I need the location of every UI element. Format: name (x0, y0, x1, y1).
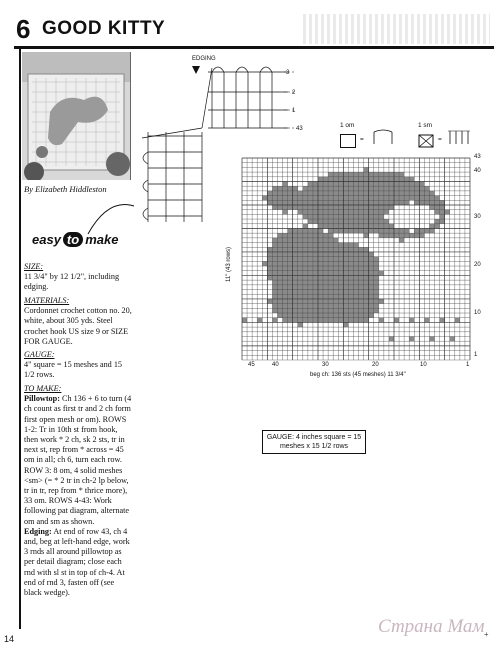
pillow-photo (22, 52, 131, 180)
pillowtop-text: Ch 136 + 6 to turn (4 ch count as first tr and 2 ch form first open mesh or om). ROWS 1-2: Tr in 10th st from hook, then work * 2 ch, sk 2 sts, tr in next st, rep from * across = 45 om in all; ch 6, turn each row. ROW 3: 8 om, 4 solid meshes <sm> (= * 2 tr in ch-2 lp below, tr in tr, rep from * thrice more), 33 om. ROWS 4-43: Work following pat diagram, alternate om and sm as shown. (24, 394, 132, 526)
badge-make: make (85, 232, 119, 247)
byline: By Elizabeth Hiddleston (24, 184, 107, 194)
edging-rnd-2: 2 (292, 90, 296, 96)
edging-label: Edging: (24, 526, 52, 536)
legend-om-equals: = (360, 136, 364, 143)
edging-rnd-1: 1 (292, 108, 296, 114)
page-number: 14 (4, 634, 15, 644)
col-tick-20: 20 (372, 362, 379, 368)
legend-om-label: 1 om (340, 122, 355, 129)
edging-text: At end of row 43, ch 4 and, beg at left-hand edge, work 3 rnds all around pillowtop as per detail diagram; close each rnd with sl st in top of ch-4. At end of rnd 3, fasten off (see black wedge). (24, 526, 130, 598)
badge-to: to (63, 232, 83, 247)
row-tick-1: 1 (474, 352, 478, 358)
edging-label: EDGING (192, 56, 216, 62)
col-tick-45: 45 (248, 362, 255, 368)
col-tick-30: 30 (322, 362, 329, 368)
page-title: GOOD KITTY (42, 18, 166, 39)
badge-easy: easy (32, 232, 61, 247)
row-tick-10: 10 (474, 310, 481, 316)
row-tick-30: 30 (474, 214, 481, 220)
header-decoration (300, 14, 490, 44)
watermark-logo: Страна Мам (378, 616, 485, 637)
pillowtop-paragraph (24, 394, 132, 527)
row-tick-40: 40 (474, 168, 481, 174)
pillowtop-label: Pillowtop: (24, 394, 60, 404)
left-column-rule (19, 49, 21, 629)
size-section (24, 262, 132, 293)
size-heading: SIZE: (24, 262, 44, 271)
materials-text: Cordonnet crochet cotton no. 20, white, about 305 yds. Steel crochet hook US size 9 or SIZE FOR GAUGE. (24, 306, 132, 346)
legend-sm-equals: = (438, 136, 442, 143)
pattern-number: 6 (16, 14, 31, 44)
solid-mesh-symbol (418, 134, 434, 148)
edging-rnd-3: 3 (286, 70, 290, 76)
col-tick-1: 1 (466, 362, 470, 368)
gauge-heading: GAUGE: (24, 350, 55, 359)
legend-sm-label: 1 sm (418, 122, 433, 129)
to-make-section (24, 384, 132, 598)
filet-solid-meshes (242, 167, 460, 341)
gauge-section (24, 350, 132, 381)
materials-heading: MATERIALS: (24, 296, 70, 305)
col-tick-40: 40 (272, 362, 279, 368)
open-mesh-stitch-icon (372, 128, 394, 146)
gauge-text: 4" square = 15 meshes and 15 1/2 rows. (24, 360, 123, 380)
materials-section (24, 296, 132, 347)
header-rule (14, 46, 494, 49)
solid-mesh-stitch-icon (448, 128, 472, 146)
rows-label: 11" (43 rows) (226, 246, 232, 282)
gauge-box: GAUGE: 4 inches square = 15 meshes x 15 1/2 rows (262, 430, 366, 454)
open-mesh-symbol (340, 134, 356, 148)
col-tick-10: 10 (420, 362, 427, 368)
row-tick-43: 43 (474, 154, 481, 160)
to-make-heading: TO MAKE: (24, 384, 62, 393)
row-tick-20: 20 (474, 262, 481, 268)
corner-mark: + (484, 630, 489, 639)
edging-paragraph (24, 527, 132, 598)
filet-chart (240, 156, 472, 362)
edging-row-43: 43 (296, 126, 303, 132)
beg-ch-label: beg ch: 136 sts (45 meshes) 11 3/4" (310, 372, 406, 378)
size-text: 11 3/4" by 12 1/2", including edging. (24, 272, 120, 292)
easy-to-make-badge (32, 232, 118, 247)
